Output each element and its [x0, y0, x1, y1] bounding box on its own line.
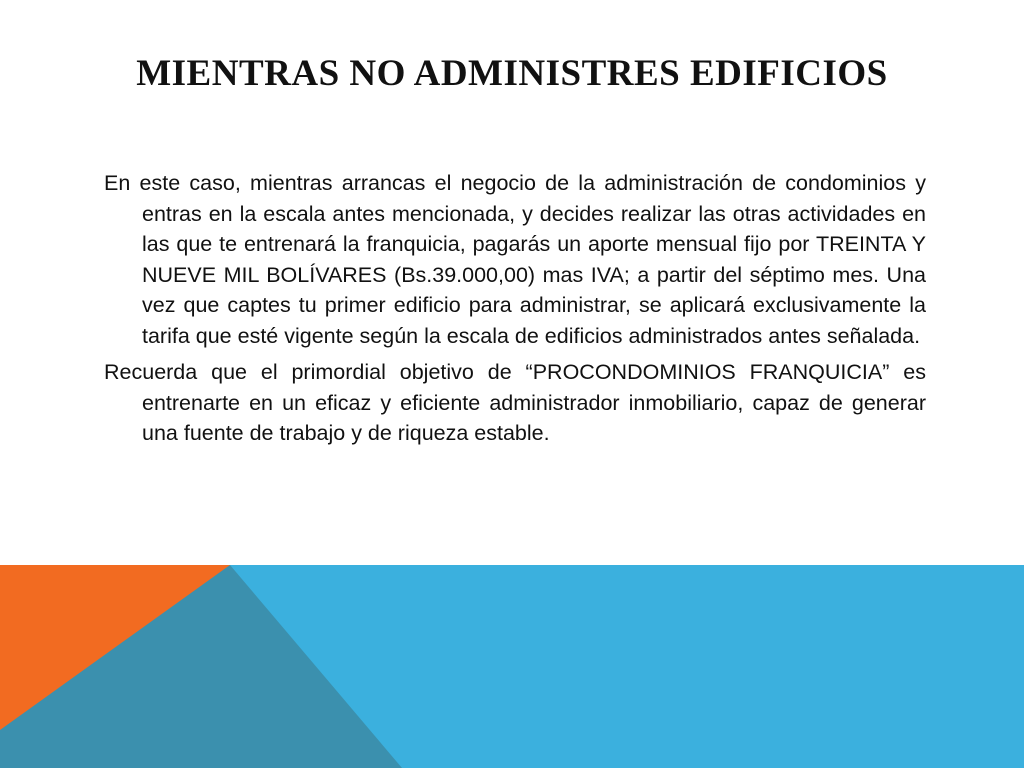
paragraph-fee-info: En este caso, mientras arrancas el negocio de la administración de condominios y entras en la escala antes mencionada, y decides realizar las otras actividades en las que te entrenará la franquicia, pagarás un aporte mensual fijo por TREINTA Y NUEVE MIL BOLÍVARES (Bs.39.000,00) mas IVA; a partir del séptimo mes. Una vez que captes tu primer edificio para administrar, se aplicará exclusivamente la tarifa que esté vigente según la escala de edificios administrados antes señalada. [104, 171, 926, 348]
slide-body [104, 168, 926, 455]
decorative-band [0, 565, 1024, 768]
slide-title: MIENTRAS NO ADMINISTRES EDIFICIOS [136, 53, 888, 94]
paragraph-objective: Recuerda que el primordial objetivo de “PROCONDOMINIOS FRANQUICIA” es entrenarte en un eficaz y eficiente administrador inmobiliario, capaz de generar una fuente de trabajo y de riqueza estable. [104, 360, 926, 445]
